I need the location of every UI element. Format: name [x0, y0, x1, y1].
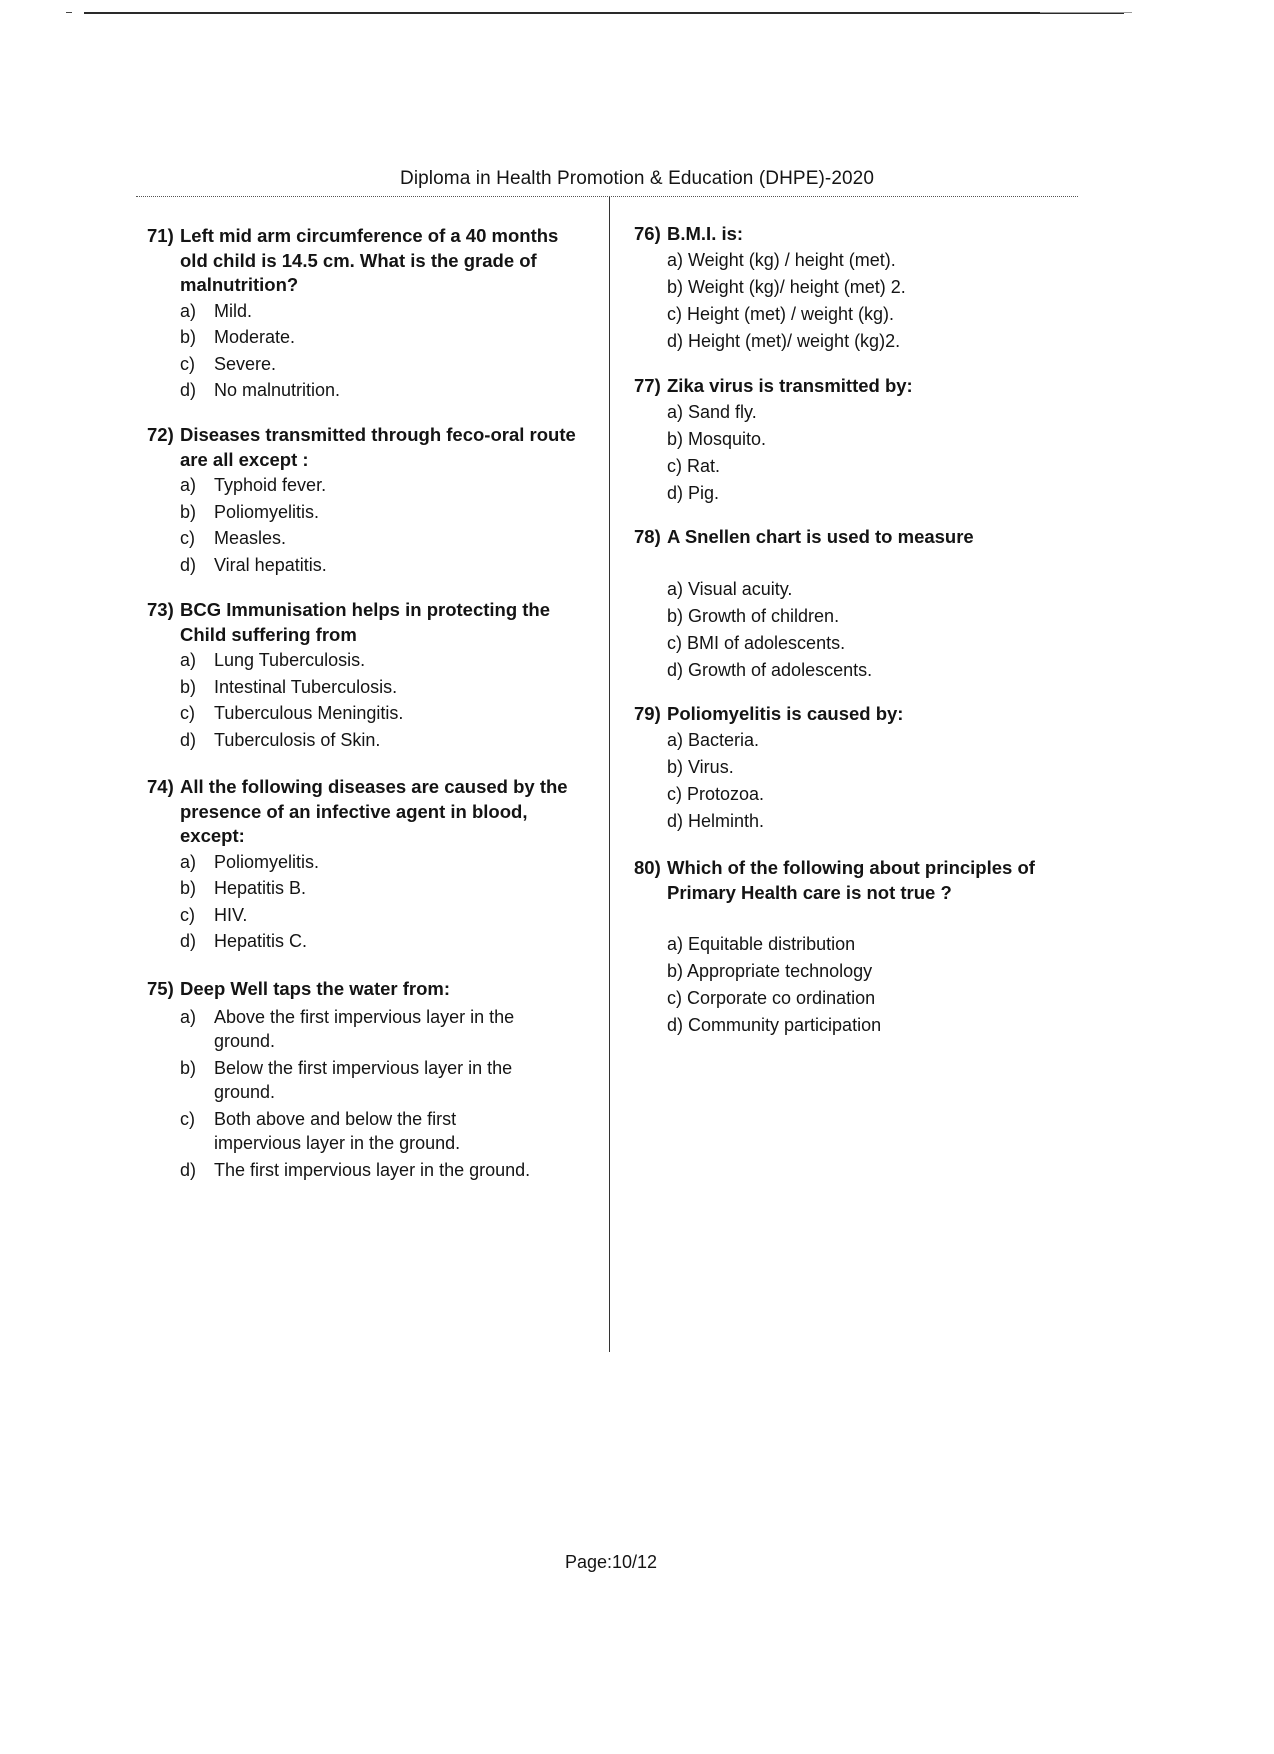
option-list: [147, 472, 582, 578]
question-number: 71): [147, 225, 174, 246]
question-stem: Deep Well taps the water from:: [180, 978, 451, 999]
option-d: d) Community participation: [667, 1015, 882, 1035]
option-a: a) Equitable distribution: [667, 934, 856, 954]
option-b: b) Virus.: [667, 756, 734, 777]
option-b: b) Appropriate technology: [667, 961, 873, 981]
question-75: [147, 977, 614, 1185]
option-b: b) Poliomyelitis.: [180, 501, 320, 522]
option-d: d) Height (met)/ weight (kg)2.: [667, 330, 901, 351]
question-number: 79): [634, 703, 661, 724]
option-a: a) Bacteria.: [667, 729, 760, 750]
question-76: [634, 222, 1087, 355]
question-number: 80): [634, 857, 661, 878]
question-stem: Left mid arm circumference of a 40 months old child is 14.5 cm. What is the grade of malnutrition?: [180, 225, 559, 295]
option-c: c) Height (met) / weight (kg).: [667, 303, 895, 324]
option-c: c) Tuberculous Meningitis.: [180, 703, 404, 723]
question-stem: All the following diseases are caused by the presence of an infective agent in blood, except:: [180, 776, 568, 846]
question-74: [147, 775, 582, 955]
option-b: b) Growth of children.: [667, 605, 840, 626]
question-number: 76): [634, 223, 661, 244]
option-list: [147, 849, 582, 955]
question-stem: Diseases transmitted through feco-oral route are all except :: [180, 424, 576, 470]
question-73: [147, 598, 582, 753]
question-stem: Zika virus is transmitted by:: [667, 375, 913, 396]
top-edge-rule: [84, 12, 1124, 14]
option-list: [147, 298, 582, 404]
question-stem: B.M.I. is:: [667, 223, 744, 244]
question-stem: A Snellen chart is used to measure: [667, 526, 974, 547]
option-list: [634, 931, 1087, 1039]
option-list: [634, 576, 1087, 684]
option-c: c) Rat.: [667, 455, 721, 476]
option-a: a) Visual acuity.: [667, 578, 793, 599]
question-stem: Poliomyelitis is caused by:: [667, 703, 904, 724]
question-77: [634, 374, 1087, 507]
question-72: [147, 423, 582, 578]
option-d: d) Growth of adolescents.: [667, 659, 873, 680]
option-b: b) Hepatitis B.: [180, 878, 307, 898]
option-c: c) Both above and below the first impervious layer in the ground.: [180, 1108, 461, 1153]
page-number: Page:10/12: [564, 1552, 658, 1572]
question-number: 72): [147, 424, 174, 445]
option-c: c) Corporate co ordination: [667, 988, 876, 1008]
option-a: a) Weight (kg) / height (met).: [667, 249, 896, 270]
question-number: 74): [147, 776, 174, 797]
option-b: b) Mosquito.: [667, 428, 767, 449]
option-d: d) Tuberculosis of Skin.: [180, 729, 381, 750]
option-b: b) Below the first impervious layer in the ground.: [180, 1057, 513, 1102]
question-71: [147, 224, 582, 404]
top-edge-mark: [66, 12, 72, 13]
question-78: [634, 525, 1087, 684]
option-list: [634, 247, 1087, 355]
option-b: b) Moderate.: [180, 327, 296, 347]
option-list: [147, 647, 582, 753]
option-a: a) Mild.: [180, 300, 253, 321]
top-edge-rule-faint: [1040, 12, 1132, 13]
option-c: c) Measles.: [180, 528, 287, 548]
header-divider: [136, 196, 1078, 197]
option-d: d) Pig.: [667, 482, 720, 503]
option-a: a) Poliomyelitis.: [180, 851, 320, 872]
option-a: a) Lung Tuberculosis.: [180, 650, 366, 670]
question-stem: Which of the following about principles of Primary Health care is not true ?: [667, 857, 1035, 903]
option-c: c) Protozoa.: [667, 783, 765, 804]
option-a: a) Sand fly.: [667, 401, 757, 422]
page-header-title: Diploma in Health Promotion & Education (DHPE)-2020: [400, 168, 874, 189]
option-d: d) Hepatitis C.: [180, 931, 308, 951]
option-d: d) The first impervious layer in the ground.: [180, 1159, 531, 1180]
option-b: b) Weight (kg)/ height (met) 2.: [667, 276, 906, 297]
option-d: d) Helminth.: [667, 810, 765, 831]
question-number: 78): [634, 526, 661, 547]
option-c: c) Severe.: [180, 353, 277, 374]
option-list: [634, 399, 1087, 507]
question-stem: BCG Immunisation helps in protecting the Child suffering from: [180, 599, 551, 645]
option-c: c) BMI of adolescents.: [667, 632, 846, 653]
question-number: 73): [147, 599, 174, 620]
option-d: d) Viral hepatitis.: [180, 554, 327, 575]
question-number: 77): [634, 375, 661, 396]
option-list: [147, 1005, 614, 1182]
option-a: a) Above the first impervious layer in the ground.: [180, 1006, 515, 1051]
option-b: b) Intestinal Tuberculosis.: [180, 676, 398, 697]
question-80: [634, 856, 1087, 1039]
option-list: [634, 727, 1087, 835]
option-a: a) Typhoid fever.: [180, 475, 327, 495]
question-79: [634, 702, 1087, 835]
option-d: d) No malnutrition.: [180, 380, 341, 400]
option-c: c) HIV.: [180, 904, 248, 925]
question-number: 75): [147, 978, 174, 999]
